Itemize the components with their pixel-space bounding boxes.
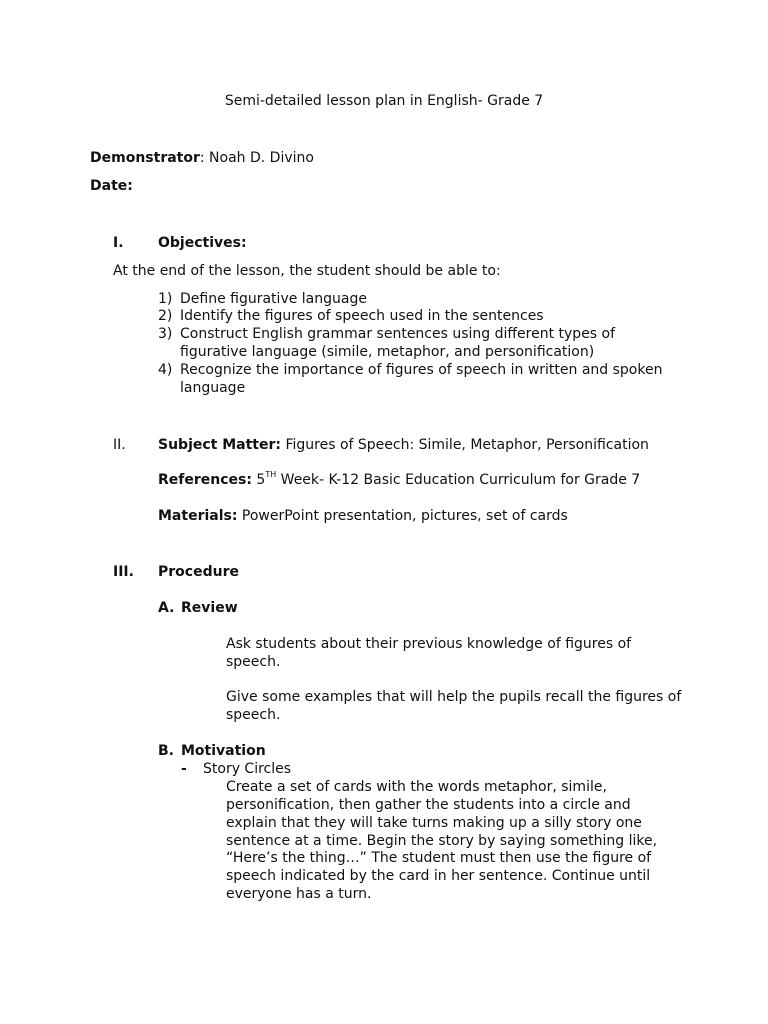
document-title: Semi-detailed lesson plan in English- Grade 7: [224, 93, 544, 109]
objectives-heading: Objectives:: [158, 235, 247, 251]
activity-description-line: speech indicated by the card in her sentence. Continue until: [226, 868, 651, 884]
objectives-intro: At the end of the lesson, the student should be able to:: [113, 263, 501, 279]
motivation-heading: Motivation: [181, 743, 266, 759]
materials-line: [158, 507, 568, 525]
objective-text-continued: figurative language (simile, metaphor, and personification): [180, 344, 595, 360]
objective-item: [158, 290, 367, 308]
activity-bullet: -: [181, 761, 187, 777]
subject-matter-label: Subject Matter:: [158, 437, 281, 453]
date-label: Date:: [90, 178, 133, 194]
subject-matter-line: [158, 436, 649, 454]
objective-item: [158, 325, 615, 343]
procedure-heading: Procedure: [158, 564, 239, 580]
activity-description-line: everyone has a turn.: [226, 886, 372, 902]
objective-number: 3): [158, 326, 173, 342]
references-line: [158, 471, 640, 489]
review-paragraph-line: Give some examples that will help the pupils recall the figures of: [226, 689, 682, 705]
motivation-letter: B.: [158, 743, 174, 759]
activity-description-line: “Here’s the thing…” The student must then use the figure of: [226, 850, 652, 866]
demonstrator-value: : Noah D. Divino: [199, 150, 314, 166]
subject-matter-value: Figures of Speech: Simile, Metaphor, Personification: [281, 437, 649, 453]
activity-description-line: Create a set of cards with the words metaphor, simile,: [226, 779, 607, 795]
activity-description-line: explain that they will take turns making up a silly story one: [226, 815, 642, 831]
objective-item: [158, 307, 544, 325]
objective-number: 2): [158, 308, 173, 324]
objective-number: 4): [158, 362, 173, 378]
materials-label: Materials:: [158, 508, 238, 524]
procedure-numeral: III.: [113, 564, 134, 580]
activity-description-line: personification, then gather the students into a circle and: [226, 797, 631, 813]
objective-number: 1): [158, 291, 173, 307]
review-paragraph-line: Ask students about their previous knowledge of figures of: [226, 636, 632, 652]
objective-text: Recognize the importance of figures of speech in written and spoken: [180, 362, 663, 378]
objective-text-continued: language: [180, 380, 246, 396]
activity-title: Story Circles: [203, 761, 292, 777]
objective-text: Define figurative language: [180, 291, 367, 307]
demonstrator-line: [90, 149, 314, 167]
references-value: Week- K-12 Basic Education Curriculum for Grade 7: [276, 472, 641, 488]
materials-value: PowerPoint presentation, pictures, set of cards: [237, 508, 568, 524]
objective-item: [158, 361, 662, 379]
review-paragraph-line: speech.: [226, 707, 281, 723]
objectives-numeral: I.: [113, 235, 124, 251]
objective-text: Construct English grammar sentences using different types of: [180, 326, 616, 342]
references-superscript: TH: [265, 470, 277, 479]
demonstrator-label: Demonstrator: [90, 150, 200, 166]
objective-text: Identify the figures of speech used in the sentences: [180, 308, 544, 324]
review-heading: Review: [181, 600, 238, 616]
section2-numeral: II.: [113, 437, 126, 453]
references-week-number: 5: [251, 472, 266, 488]
review-letter: A.: [158, 600, 175, 616]
references-label: References:: [158, 472, 252, 488]
activity-description-line: sentence at a time. Begin the story by saying something like,: [226, 833, 658, 849]
review-paragraph-line: speech.: [226, 654, 281, 670]
